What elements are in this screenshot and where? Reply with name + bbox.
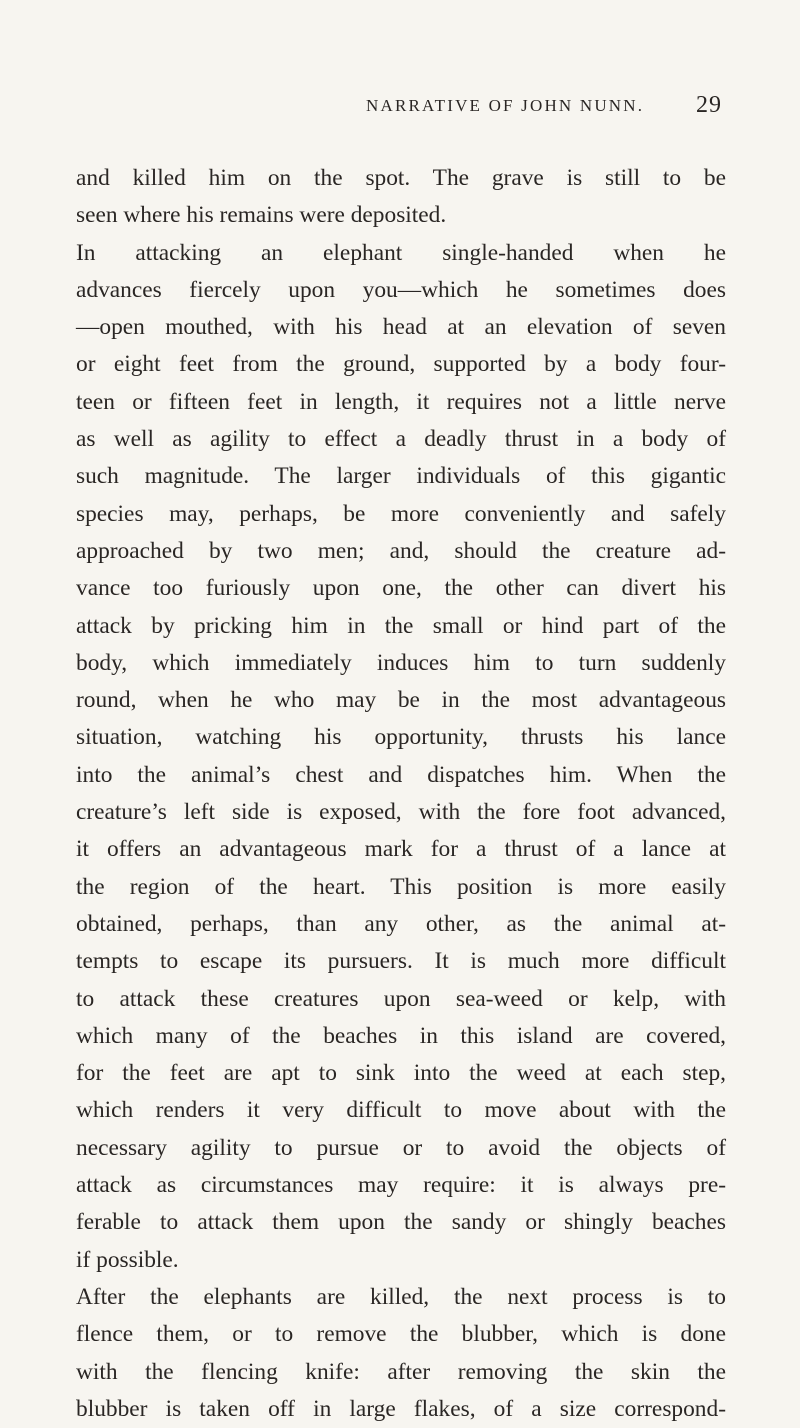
text-line: which renders it very difficult to move about with the — [76, 1097, 726, 1124]
text-line: such magnitude. The larger individuals of this gigantic — [76, 463, 726, 490]
text-line: advances fiercely upon you—which he sometimes does — [76, 276, 726, 303]
text-line: for the feet are apt to sink into the weed at each step, — [76, 1060, 726, 1087]
text-line: into the animal’s chest and dispatches him. When the — [76, 761, 726, 788]
text-line: approached by two men; and, should the creature ad- — [76, 537, 726, 564]
text-line: as well as agility to effect a deadly thrust in a body of — [76, 426, 726, 453]
text-line: After the elephants are killed, the next process is to — [76, 1283, 726, 1310]
text-line: if possible. — [76, 1246, 179, 1273]
running-title: NARRATIVE OF JOHN NUNN. — [366, 96, 645, 115]
page-number: 29 — [696, 92, 722, 118]
text-line: ferable to attack them upon the sandy or shingly beaches — [76, 1209, 726, 1236]
text-line: tempts to escape its pursuers. It is much more difficult — [76, 948, 726, 975]
running-head — [76, 92, 726, 122]
text-line: to attack these creatures upon sea-weed or kelp, with — [76, 985, 726, 1012]
text-line: flence them, or to remove the blubber, which is done — [76, 1321, 726, 1348]
text-line: creature’s left side is exposed, with the fore foot advanced, — [76, 799, 726, 826]
text-line: and killed him on the spot. The grave is still to be — [76, 165, 726, 191]
text-line: the region of the heart. This position is more easily — [76, 873, 726, 900]
text-line: it offers an advantageous mark for a thrust of a lance at — [76, 836, 726, 863]
text-line: with the flencing knife: after removing the skin the — [76, 1358, 726, 1385]
text-line: attack as circumstances may require: it is always pre- — [76, 1172, 726, 1199]
text-line: attack by pricking him in the small or hind part of the — [76, 612, 726, 639]
text-line: seen where his remains were deposited. — [76, 202, 447, 229]
text-line: blubber is taken off in large flakes, of a size correspond- — [76, 1395, 726, 1422]
text-line: —open mouthed, with his head at an elevation of seven — [76, 314, 726, 341]
text-line: teen or fifteen feet in length, it requires not a little nerve — [76, 388, 726, 415]
text-line: In attacking an elephant single-handed when he — [76, 239, 726, 266]
text-line: necessary agility to pursue or to avoid the objects of — [76, 1134, 726, 1161]
text-line: round, when he who may be in the most advantageous — [76, 687, 726, 714]
text-line: body, which immediately induces him to turn suddenly — [76, 649, 726, 676]
body-text — [76, 160, 726, 1428]
text-line: or eight feet from the ground, supported by a body four- — [76, 351, 726, 378]
text-line: vance too furiously upon one, the other can divert his — [76, 575, 726, 602]
text-line: species may, perhaps, be more conveniently and safely — [76, 500, 726, 527]
text-line: which many of the beaches in this island are covered, — [76, 1022, 726, 1049]
text-line: obtained, perhaps, than any other, as the animal at- — [76, 910, 726, 937]
text-line: situation, watching his opportunity, thrusts his lance — [76, 724, 726, 751]
